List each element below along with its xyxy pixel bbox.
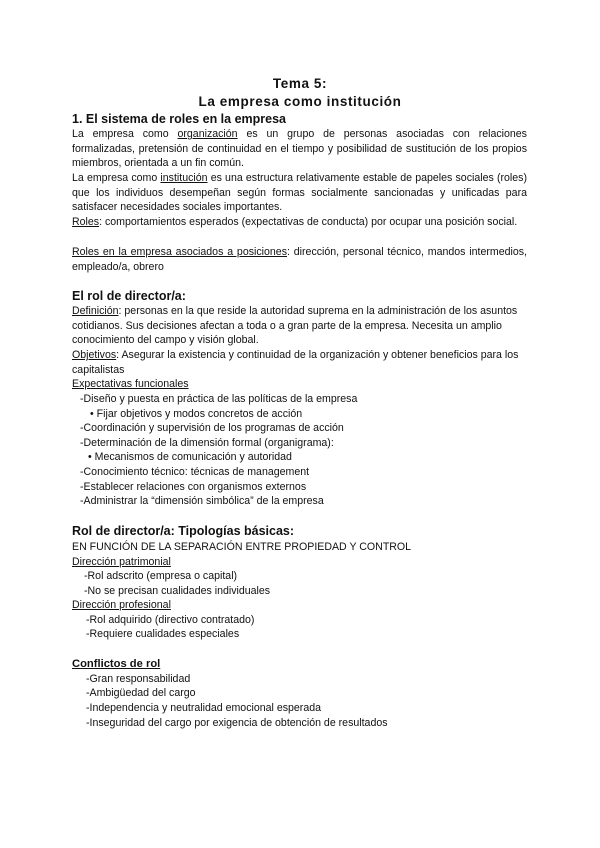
list-item: • Fijar objetivos y modos concretos de acción — [90, 408, 303, 420]
list-item: -Diseño y puesta en práctica de las políticas de la empresa — [80, 393, 358, 405]
list-item: -Independencia y neutralidad emocional esperada — [86, 702, 321, 714]
list-item: -Inseguridad del cargo por exigencia de obtención de resultados — [86, 717, 388, 729]
direccion-profesional-label: Dirección profesional — [72, 599, 171, 611]
section3-heading: Rol de director/a: Tipologías básicas: — [72, 524, 295, 538]
list-item: -Rol adquirido (directivo contratado) — [86, 614, 255, 626]
list-item: -Administrar la “dimensión simbólica” de la empresa — [80, 495, 324, 507]
term-organizacion: organización — [177, 128, 238, 140]
paragraph-organizacion — [72, 127, 527, 171]
list-item: -Determinación de la dimensión formal (organigrama): — [80, 437, 334, 449]
document-title-line2: La empresa como institución — [198, 94, 402, 109]
document-title-line1: Tema 5: — [272, 76, 328, 91]
section3-subheading: EN FUNCIÓN DE LA SEPARACIÓN ENTRE PROPIEDAD Y CONTROL — [72, 541, 412, 553]
list-item: -Requiere cualidades especiales — [86, 628, 240, 640]
list-item: -Rol adscrito (empresa o capital) — [84, 570, 238, 582]
term-roles-empresa: Roles en la empresa asociados a posiciones — [72, 246, 287, 258]
term-definicion: Definición — [72, 305, 119, 317]
expectativas-heading: Expectativas funcionales — [72, 378, 189, 390]
p2-before: La empresa como — [72, 172, 161, 184]
term-roles: Roles — [72, 216, 100, 228]
section1-heading: 1. El sistema de roles en la empresa — [72, 112, 287, 126]
paragraph-institucion — [72, 171, 527, 215]
paragraph-objetivos — [72, 348, 527, 377]
list-item: -Gran responsabilidad — [86, 673, 191, 685]
obj-after: : Asegurar la existencia y continuidad de la organización y obtener beneficios para los capitalistas — [72, 349, 519, 376]
list-item: -Coordinación y supervisión de los programas de acción — [80, 422, 344, 434]
section2-heading: El rol de director/a: — [72, 289, 186, 303]
list-item: -Ambigüedad del cargo — [86, 687, 196, 699]
term-institucion: institución — [160, 172, 208, 184]
paragraph-roles — [72, 215, 527, 230]
list-item: -Conocimiento técnico: técnicas de management — [80, 466, 310, 478]
p3-after: : comportamientos esperados (expectativas de conducta) por ocupar una posición social. — [99, 216, 518, 228]
list-item: -No se precisan cualidades individuales — [84, 585, 271, 597]
term-objetivos: Objetivos — [72, 349, 117, 361]
list-item: • Mecanismos de comunicación y autoridad — [88, 451, 292, 463]
def-after: : personas en la que reside la autoridad suprema en la administración de los asuntos cotidianos. Sus decisiones afectan a toda o a gran parte de la empresa. Necesita un amplio conocimiento del campo y visión global. — [72, 305, 518, 347]
section4-heading: Conflictos de rol — [72, 658, 161, 670]
p1-after: es un grupo de personas asociadas con relaciones formalizadas, pretensión de continuidad en el tiempo y posibilidad de sustitución de los propios miembros, orientada a un fin común. — [72, 128, 527, 170]
paragraph-roles-empresa — [72, 245, 527, 274]
p4-after: : dirección, personal técnico, mandos intermedios, empleado/a, obrero — [72, 246, 527, 273]
paragraph-definicion — [72, 304, 527, 348]
p1-before: La empresa como — [72, 128, 178, 140]
p2-after: es una estructura relativamente estable de papeles sociales (roles) que los individuos desempeñan según formas socialmente sancionadas y unificadas para satisfacer necesidades sociales importantes. — [72, 172, 527, 214]
direccion-patrimonial-label: Dirección patrimonial — [72, 556, 171, 568]
list-item: -Establecer relaciones con organismos externos — [80, 481, 307, 493]
